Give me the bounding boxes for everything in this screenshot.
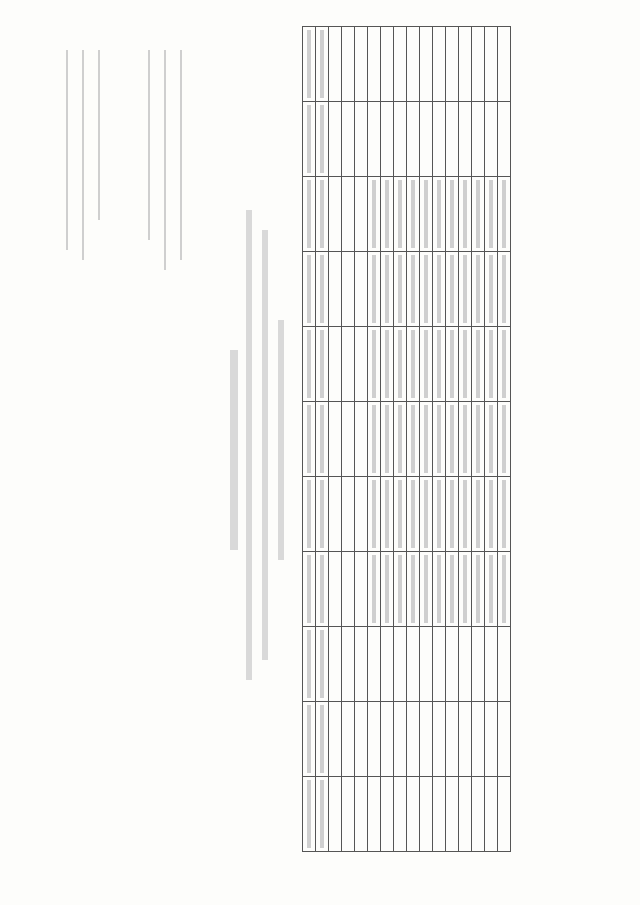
table-cell (355, 477, 368, 552)
table-cell (407, 27, 420, 102)
table-cell (368, 327, 381, 402)
table-cell (498, 402, 511, 477)
table-cell (316, 252, 329, 327)
table-row (381, 27, 394, 852)
cell-text-smudge (489, 555, 493, 623)
table-cell (394, 327, 407, 402)
table-cell (459, 27, 472, 102)
table-cell (485, 702, 498, 777)
cell-text-smudge (307, 255, 311, 323)
cell-text-smudge (385, 555, 389, 623)
table-cell (433, 477, 446, 552)
table-cell (355, 27, 368, 102)
table-row (342, 27, 355, 852)
table-cell (472, 627, 485, 702)
cell-text-smudge (398, 330, 402, 398)
cell-text-smudge (437, 330, 441, 398)
table-cell (381, 177, 394, 252)
table-cell (472, 327, 485, 402)
cell-text-smudge (398, 255, 402, 323)
table-cell (381, 777, 394, 852)
table-cell (472, 252, 485, 327)
measures-table (302, 26, 511, 852)
cell-text-smudge (372, 255, 376, 323)
table-cell (459, 177, 472, 252)
table-cell (342, 177, 355, 252)
table-cell (446, 552, 459, 627)
table-cell (368, 627, 381, 702)
table-cell (394, 177, 407, 252)
table-cell (420, 777, 433, 852)
table-cell (355, 177, 368, 252)
cell-text-smudge (307, 780, 311, 848)
table-cell (342, 102, 355, 177)
table-cell (394, 27, 407, 102)
table-cell (459, 627, 472, 702)
table-cell (394, 252, 407, 327)
table-cell (329, 627, 342, 702)
table-cell (459, 102, 472, 177)
table-cell (407, 402, 420, 477)
table-cell (407, 627, 420, 702)
cell-text-smudge (450, 180, 454, 248)
cell-text-smudge (320, 630, 324, 698)
table-row (368, 27, 381, 852)
table-cell (329, 552, 342, 627)
cell-text-smudge (489, 255, 493, 323)
cell-text-smudge (398, 405, 402, 473)
table-cell (316, 27, 329, 102)
table-row (459, 27, 472, 852)
table-cell (316, 177, 329, 252)
cell-text-smudge (320, 405, 324, 473)
appendix-block-line (180, 50, 182, 260)
table-cell (394, 477, 407, 552)
table-cell (420, 177, 433, 252)
table-cell (433, 252, 446, 327)
table-cell (329, 477, 342, 552)
table-cell (342, 252, 355, 327)
table-cell (329, 702, 342, 777)
table-cell (303, 477, 316, 552)
table-cell (472, 102, 485, 177)
table-cell (368, 552, 381, 627)
cell-text-smudge (320, 705, 324, 773)
table-cell (498, 477, 511, 552)
table-cell (342, 477, 355, 552)
table-cell (342, 627, 355, 702)
cell-text-smudge (320, 480, 324, 548)
table-row (433, 27, 446, 852)
appendix-block-line (82, 50, 84, 260)
table-cell (381, 327, 394, 402)
table-cell (303, 27, 316, 102)
table-cell (394, 402, 407, 477)
cell-text-smudge (437, 405, 441, 473)
table-cell (498, 102, 511, 177)
table-cell (420, 327, 433, 402)
cell-text-smudge (463, 255, 467, 323)
table-cell (368, 402, 381, 477)
cell-text-smudge (502, 255, 506, 323)
cell-text-smudge (450, 330, 454, 398)
table-cell (433, 402, 446, 477)
table-cell (485, 327, 498, 402)
table-cell (433, 627, 446, 702)
table-cell (381, 552, 394, 627)
cell-text-smudge (424, 555, 428, 623)
cell-text-smudge (372, 330, 376, 398)
cell-text-smudge (320, 780, 324, 848)
cell-text-smudge (320, 330, 324, 398)
cell-text-smudge (411, 255, 415, 323)
table-cell (433, 327, 446, 402)
table-cell (485, 252, 498, 327)
cell-text-smudge (372, 555, 376, 623)
table-cell (381, 27, 394, 102)
table-cell (342, 402, 355, 477)
cell-text-smudge (307, 405, 311, 473)
table-cell (407, 477, 420, 552)
cell-text-smudge (476, 405, 480, 473)
table-cell (498, 552, 511, 627)
cell-text-smudge (489, 330, 493, 398)
cell-text-smudge (424, 255, 428, 323)
table-cell (407, 327, 420, 402)
table-row (355, 27, 368, 852)
table-cell (485, 102, 498, 177)
table-cell (381, 402, 394, 477)
cell-text-smudge (489, 405, 493, 473)
heading-block (246, 210, 252, 680)
cell-text-smudge (385, 480, 389, 548)
table-cell (433, 552, 446, 627)
cell-text-smudge (398, 480, 402, 548)
cell-text-smudge (502, 480, 506, 548)
cell-text-smudge (372, 180, 376, 248)
table-cell (420, 27, 433, 102)
table-cell (394, 102, 407, 177)
cell-text-smudge (372, 405, 376, 473)
cell-text-smudge (307, 630, 311, 698)
measures-table-body (303, 27, 511, 852)
table-cell (381, 102, 394, 177)
table-cell (420, 477, 433, 552)
table-cell (420, 627, 433, 702)
table-cell (355, 102, 368, 177)
table-cell (394, 777, 407, 852)
cell-text-smudge (424, 330, 428, 398)
appendix-block-line (148, 50, 150, 240)
table-cell (355, 552, 368, 627)
table-cell (368, 702, 381, 777)
table-cell (420, 402, 433, 477)
table-cell (446, 327, 459, 402)
cell-text-smudge (463, 330, 467, 398)
table-cell (303, 252, 316, 327)
table-cell (316, 627, 329, 702)
table-cell (459, 402, 472, 477)
table-cell (329, 102, 342, 177)
cell-text-smudge (450, 255, 454, 323)
table-cell (498, 777, 511, 852)
table-cell (485, 27, 498, 102)
cell-text-smudge (502, 405, 506, 473)
table-cell (342, 702, 355, 777)
table-cell (355, 402, 368, 477)
cell-text-smudge (463, 180, 467, 248)
table-cell (329, 252, 342, 327)
cell-text-smudge (320, 180, 324, 248)
table-cell (485, 477, 498, 552)
table-cell (316, 702, 329, 777)
table-cell (446, 252, 459, 327)
table-cell (355, 252, 368, 327)
table-cell (355, 327, 368, 402)
table-row (420, 27, 433, 852)
table-cell (342, 552, 355, 627)
table-cell (355, 777, 368, 852)
table-cell (303, 402, 316, 477)
table-cell (407, 102, 420, 177)
cell-text-smudge (385, 330, 389, 398)
table-cell (446, 102, 459, 177)
table-cell (446, 702, 459, 777)
table-cell (420, 552, 433, 627)
table-cell (342, 327, 355, 402)
table-cell (407, 552, 420, 627)
table-row (446, 27, 459, 852)
cell-text-smudge (463, 555, 467, 623)
table-cell (446, 27, 459, 102)
table-cell (459, 327, 472, 402)
cell-text-smudge (489, 180, 493, 248)
cell-text-smudge (307, 555, 311, 623)
appendix-block-line (164, 50, 166, 270)
cell-text-smudge (307, 180, 311, 248)
table-cell (459, 252, 472, 327)
table-cell (446, 627, 459, 702)
table-cell (485, 552, 498, 627)
table-row (472, 27, 485, 852)
rotated-sheet (48, 30, 608, 860)
cell-text-smudge (476, 255, 480, 323)
appendix-block-line (66, 50, 68, 250)
table-cell (446, 402, 459, 477)
table-row (498, 27, 511, 852)
table-cell (446, 177, 459, 252)
cell-text-smudge (320, 30, 324, 98)
table-cell (498, 702, 511, 777)
table-cell (368, 777, 381, 852)
cell-text-smudge (463, 480, 467, 548)
table-cell (329, 27, 342, 102)
heading-block (230, 350, 238, 550)
table-cell (381, 252, 394, 327)
table-cell (472, 177, 485, 252)
table-row (485, 27, 498, 852)
cell-text-smudge (320, 105, 324, 173)
table-cell (316, 102, 329, 177)
table-cell (342, 27, 355, 102)
cell-text-smudge (411, 555, 415, 623)
table-row (316, 27, 329, 852)
heading-block (262, 230, 268, 660)
table-cell (303, 177, 316, 252)
table-cell (472, 552, 485, 627)
cell-text-smudge (372, 480, 376, 548)
table-row (394, 27, 407, 852)
cell-text-smudge (476, 330, 480, 398)
cell-text-smudge (424, 480, 428, 548)
table-cell (407, 177, 420, 252)
table-cell (316, 477, 329, 552)
table-row (407, 27, 420, 852)
table-cell (498, 177, 511, 252)
cell-text-smudge (307, 480, 311, 548)
cell-text-smudge (385, 255, 389, 323)
cell-text-smudge (385, 405, 389, 473)
table-cell (459, 552, 472, 627)
cell-text-smudge (502, 555, 506, 623)
cell-text-smudge (476, 555, 480, 623)
table-cell (472, 477, 485, 552)
cell-text-smudge (450, 405, 454, 473)
heading-block (278, 320, 284, 560)
table-row (329, 27, 342, 852)
table-cell (433, 177, 446, 252)
table-cell (303, 102, 316, 177)
appendix-block-line (98, 50, 100, 220)
table-cell (433, 102, 446, 177)
table-cell (303, 552, 316, 627)
table-cell (407, 777, 420, 852)
cell-text-smudge (450, 555, 454, 623)
cell-text-smudge (476, 480, 480, 548)
cell-text-smudge (411, 330, 415, 398)
cell-text-smudge (307, 330, 311, 398)
cell-text-smudge (476, 180, 480, 248)
cell-text-smudge (437, 555, 441, 623)
cell-text-smudge (489, 480, 493, 548)
cell-text-smudge (463, 405, 467, 473)
table-cell (368, 477, 381, 552)
table-cell (342, 777, 355, 852)
cell-text-smudge (502, 330, 506, 398)
table-cell (459, 702, 472, 777)
table-cell (329, 327, 342, 402)
table-cell (368, 27, 381, 102)
table-cell (355, 702, 368, 777)
cell-text-smudge (398, 555, 402, 623)
cell-text-smudge (424, 405, 428, 473)
table-cell (433, 777, 446, 852)
cell-text-smudge (398, 180, 402, 248)
table-cell (394, 552, 407, 627)
table-cell (485, 777, 498, 852)
table-cell (316, 402, 329, 477)
table-cell (329, 177, 342, 252)
table-cell (381, 627, 394, 702)
cell-text-smudge (450, 480, 454, 548)
cell-text-smudge (307, 105, 311, 173)
table-cell (355, 627, 368, 702)
table-cell (446, 477, 459, 552)
table-cell (316, 327, 329, 402)
table-cell (381, 702, 394, 777)
cell-text-smudge (437, 180, 441, 248)
cell-text-smudge (502, 180, 506, 248)
table-cell (303, 702, 316, 777)
table-cell (407, 252, 420, 327)
table-cell (394, 702, 407, 777)
table-cell (329, 402, 342, 477)
table-cell (446, 777, 459, 852)
cell-text-smudge (437, 255, 441, 323)
table-cell (303, 327, 316, 402)
table-cell (433, 702, 446, 777)
table-cell (368, 177, 381, 252)
table-cell (407, 702, 420, 777)
table-cell (459, 477, 472, 552)
table-cell (420, 252, 433, 327)
table-cell (485, 402, 498, 477)
table-cell (472, 702, 485, 777)
table-cell (498, 252, 511, 327)
table-cell (368, 252, 381, 327)
cell-text-smudge (307, 705, 311, 773)
table-cell (368, 102, 381, 177)
cell-text-smudge (437, 480, 441, 548)
table-cell (316, 552, 329, 627)
table-cell (498, 27, 511, 102)
table-cell (485, 177, 498, 252)
table-cell (394, 627, 407, 702)
table-cell (420, 102, 433, 177)
cell-text-smudge (320, 255, 324, 323)
table-cell (498, 627, 511, 702)
table-cell (329, 777, 342, 852)
table-row (303, 27, 316, 852)
table-cell (472, 402, 485, 477)
table-cell (433, 27, 446, 102)
cell-text-smudge (411, 405, 415, 473)
cell-text-smudge (320, 555, 324, 623)
table-cell (303, 627, 316, 702)
cell-text-smudge (307, 30, 311, 98)
table-cell (303, 777, 316, 852)
table-cell (316, 777, 329, 852)
cell-text-smudge (411, 480, 415, 548)
table-cell (381, 477, 394, 552)
cell-text-smudge (411, 180, 415, 248)
table-cell (420, 702, 433, 777)
cell-text-smudge (424, 180, 428, 248)
table-cell (498, 327, 511, 402)
table-cell (485, 627, 498, 702)
table-cell (472, 27, 485, 102)
table-cell (472, 777, 485, 852)
cell-text-smudge (385, 180, 389, 248)
table-cell (459, 777, 472, 852)
